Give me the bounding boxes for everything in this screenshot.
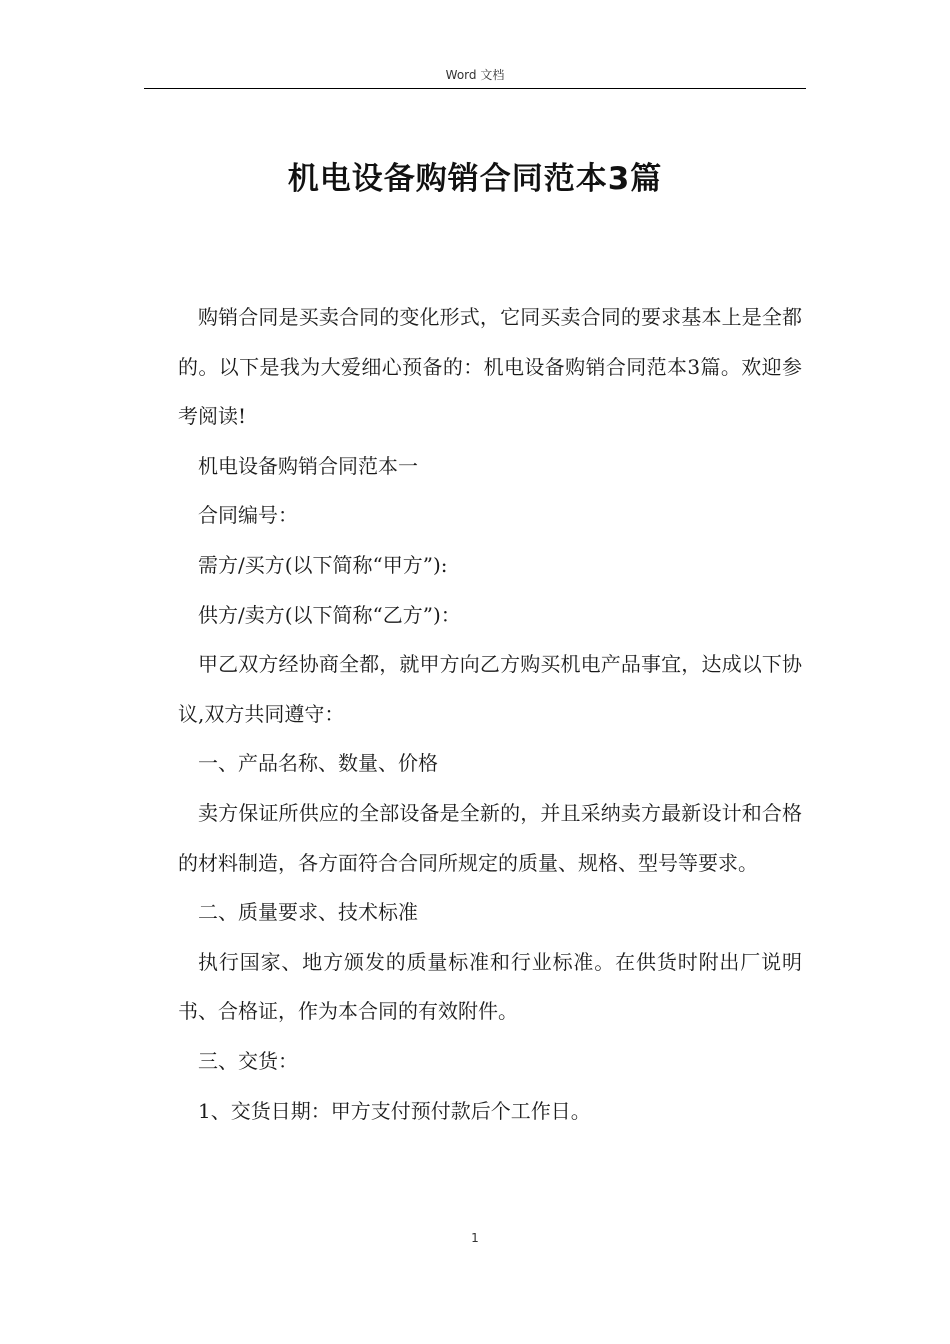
page-header: [144, 64, 806, 89]
document-title: 机电设备购销合同范本3篇: [287, 161, 663, 197]
document-body: [178, 293, 802, 1136]
paragraph-seller: 供方/卖方(以下简称“乙方”)：: [198, 602, 461, 627]
paragraph-buyer: 需方/买方(以下简称“甲方”):: [198, 552, 448, 577]
paragraph-agreement: 甲乙双方经协商全都，就甲方向乙方购买机电产品事宜，达成以下协议,双方共同遵守：: [178, 652, 802, 726]
paragraph-heading-1: 一、产品名称、数量、价格: [198, 751, 438, 776]
paragraph-intro: 购销合同是买卖合同的变化形式，它同买卖合同的要求基本上是全都的。以下是我为大爱细心预备的：机电设备购销合同范本3篇。欢迎参考阅读!: [178, 305, 802, 429]
paragraph-contract-number: 合同编号：: [198, 503, 298, 528]
paragraph-standards: 执行国家、地方颁发的质量标准和行业标准。在供货时附出厂说明书、合格证，作为本合同的有效附件。: [178, 949, 802, 1024]
header-label: Word 文档: [445, 68, 505, 82]
paragraph-guarantee: 卖方保证所供应的全部设备是全新的，并且采纳卖方最新设计和合格的材料制造，各方面符合合同所规定的质量、规格、型号等要求。: [178, 800, 802, 875]
paragraph-section-heading: 机电设备购销合同范本一: [198, 453, 418, 478]
page-number: 1: [471, 1231, 479, 1245]
paragraph-delivery-date: 1、交货日期：甲方支付预付款后个工作日。: [198, 1098, 591, 1123]
paragraph-heading-3: 三、交货：: [198, 1048, 298, 1073]
paragraph-heading-2: 二、质量要求、技术标准: [198, 900, 418, 925]
